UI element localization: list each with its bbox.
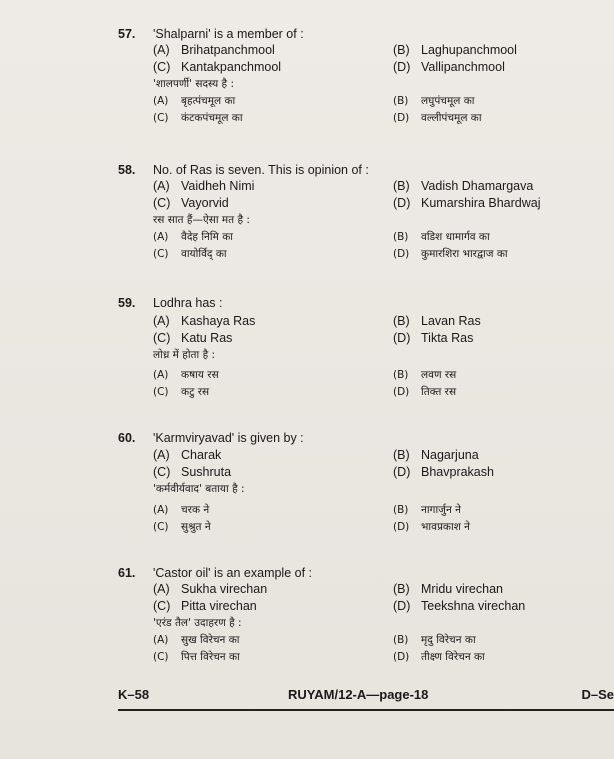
option-a: (A) Charak xyxy=(153,448,222,462)
hindi-question-text: 'शालपर्णी' सदस्य है : xyxy=(153,78,235,90)
question-59 xyxy=(118,296,598,402)
option-c: (C) Vayorvid xyxy=(153,196,229,210)
hindi-option-a: (A) चरक ने xyxy=(153,504,210,516)
option-a: (A) Vaidheh Nimi xyxy=(153,179,255,193)
hindi-option-c: (C) पित्त विरेचन का xyxy=(153,651,240,663)
hindi-question-text: रस सात हैं—ऐसा मत है : xyxy=(153,214,250,226)
footer-code-right: D–Se xyxy=(581,687,614,702)
page-footer xyxy=(118,683,614,711)
option-c: (C) Kantakpanchmool xyxy=(153,60,282,74)
footer-code-left: K–58 xyxy=(118,687,150,702)
hindi-option-d: (D) कुमारशिरा भारद्वाज का xyxy=(393,248,508,260)
question-text: Lodhra has : xyxy=(153,296,223,310)
question-number: 61. xyxy=(118,566,136,580)
option-b: (B) Lavan Ras xyxy=(393,314,481,328)
option-c: (C) Sushruta xyxy=(153,465,232,479)
option-d: (D) Kumarshira Bhardwaj xyxy=(393,196,541,210)
option-d: (D) Vallipanchmool xyxy=(393,60,505,74)
hindi-option-b: (B) मृदु विरेचन का xyxy=(393,634,476,646)
question-60 xyxy=(118,431,598,537)
question-text: 'Karmviryavad' is given by : xyxy=(153,431,304,445)
question-number: 59. xyxy=(118,296,136,310)
hindi-option-a: (A) वैदेह निमि का xyxy=(153,231,233,243)
hindi-option-d: (D) तिक्त रस xyxy=(393,386,457,398)
hindi-option-d: (D) तीक्ष्ण विरेचन का xyxy=(393,651,485,663)
option-d: (D) Bhavprakash xyxy=(393,465,494,479)
question-61 xyxy=(118,566,598,667)
hindi-option-c: (C) वायोर्विद् का xyxy=(153,248,227,260)
hindi-option-a: (A) कषाय रस xyxy=(153,369,219,381)
hindi-option-a: (A) बृहत्पंचमूल का xyxy=(153,95,236,107)
question-text: 'Castor oil' is an example of : xyxy=(153,566,313,580)
option-a: (A) Sukha virechan xyxy=(153,582,268,596)
hindi-option-b: (B) लवण रस xyxy=(393,369,457,381)
option-a: (A) Kashaya Ras xyxy=(153,314,256,328)
hindi-option-d: (D) भावप्रकाश ने xyxy=(393,521,471,533)
option-b: (B) Laghupanchmool xyxy=(393,43,517,57)
hindi-option-c: (C) सुश्रुत ने xyxy=(153,521,211,533)
question-text: No. of Ras is seven. This is opinion of : xyxy=(153,163,369,177)
hindi-option-a: (A) सुख विरेचन का xyxy=(153,634,240,646)
hindi-question-text: 'कर्मवीर्यवाद' बताया है : xyxy=(153,483,245,495)
option-a: (A) Brihatpanchmool xyxy=(153,43,275,57)
question-number: 58. xyxy=(118,163,136,177)
option-b: (B) Vadish Dhamargava xyxy=(393,179,534,193)
hindi-option-b: (B) लघुपंचमूल का xyxy=(393,95,475,107)
hindi-question-text: लोध्र में होता है : xyxy=(153,349,216,361)
option-b: (B) Nagarjuna xyxy=(393,448,479,462)
question-number: 60. xyxy=(118,431,136,445)
hindi-option-c: (C) कंटकपंचमूल का xyxy=(153,112,243,124)
hindi-option-b: (B) वडिश धामार्गव का xyxy=(393,231,490,243)
question-text: 'Shalparni' is a member of : xyxy=(153,27,304,41)
question-58 xyxy=(118,163,598,264)
option-c: (C) Pitta virechan xyxy=(153,599,257,613)
question-57 xyxy=(118,27,598,128)
hindi-option-c: (C) कटु रस xyxy=(153,386,210,398)
option-d: (D) Teekshna virechan xyxy=(393,599,526,613)
hindi-option-b: (B) नागार्जुन ने xyxy=(393,504,461,516)
option-d: (D) Tikta Ras xyxy=(393,331,474,345)
footer-page-id: RUYAM/12-A—page-18 xyxy=(288,687,429,702)
question-number: 57. xyxy=(118,27,136,41)
option-c: (C) Katu Ras xyxy=(153,331,233,345)
hindi-question-text: 'एरंड तैल' उदाहरण है : xyxy=(153,617,242,629)
option-b: (B) Mridu virechan xyxy=(393,582,503,596)
hindi-option-d: (D) वल्लीपंचमूल का xyxy=(393,112,482,124)
